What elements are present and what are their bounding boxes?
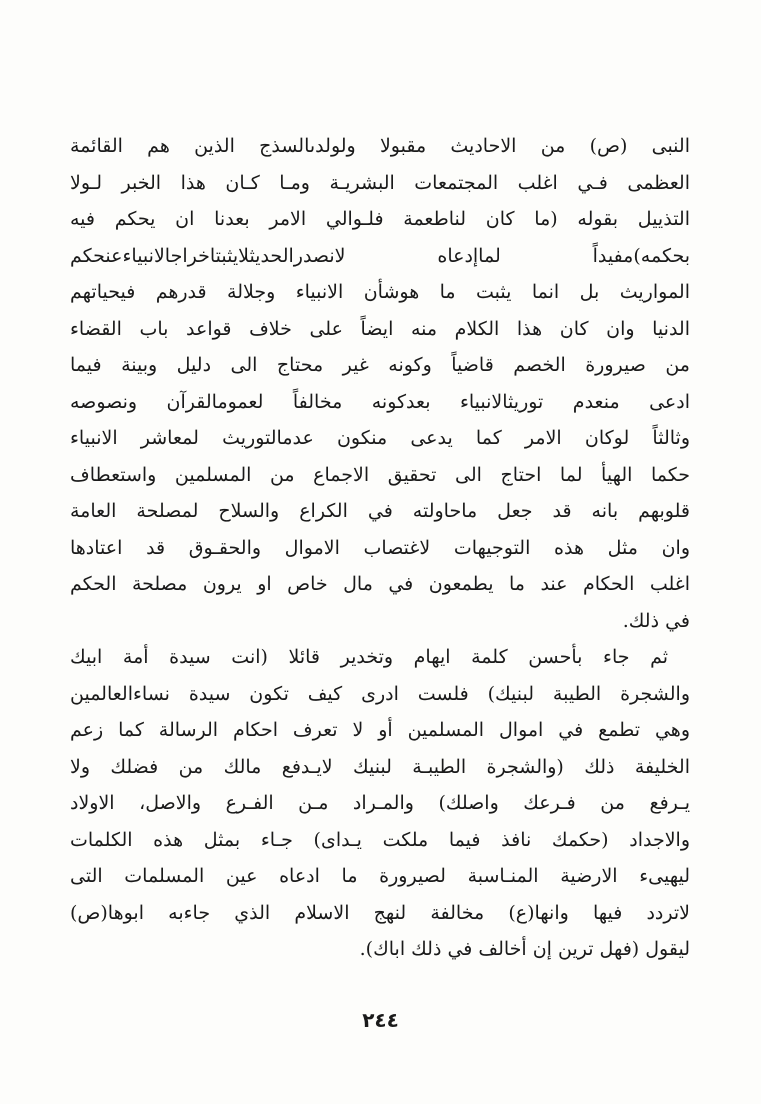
text-line: لاتردد فيها وانها(ع) مخالفة لنهج الاسلام الذي جاءبه ابوها(ص) [70,901,690,924]
page-number: ٢٤٤ [362,1008,399,1032]
text-line: وان مثل هذه التوجيهات لاغتصاب الاموال والحقـوق قد اعتادها [70,536,690,559]
text-line: الدنيا وان كان هذا الكلام منه ايضاً على خلاف قواعد باب القضاء [70,317,690,340]
text-line: النبى (ص) من الاحاديث مقبولا ولولدىالسذج الذين هم القائمة [70,135,690,157]
text-line: بحكمه)مفيداً لماإدعاه لانصدرالحديثلايثبتاخراجالانبياءعنحكم [70,244,690,267]
text-line: حكما الهيأ لما احتاج الى تحقيق الاجماع من المسلمين واستعطاف [70,463,690,486]
text-line: المواريث بل انما يثبت ما هوشأن الانبياء وجلالة قدرهم فيحياتهم [70,281,690,303]
text-line: اغلب الحكام عند ما يطمعون في مال خاص او يرون مصلحة الحكم [70,573,690,595]
paragraph-1 [70,128,690,639]
text-line: والاجداد (حكمك نافذ فيما ملكت يـداى) جـاء بمثل هذه الكلمات [70,828,690,851]
text-line: التذييل بقوله (ما كان لناطعمة فلـوالي الامر بعدنا ان يحكم فيه [70,208,690,230]
text-line: يـرفع من فـرعك واصلك) والمـراد مـن الفـرع والاصل، الاولاد [70,792,690,814]
text-line: العظمى فـي اغلب المجتمعات البشريـة ومـا كـان هذا الخبر لـولا [70,171,690,194]
text-line: في ذلك. [622,609,690,632]
text-line: ثم جاء بأحسن كلمة ايهام وتخدير قائلا (انت سيدة أمة ابيك [70,646,668,668]
text-line: ادعى منعدم توريثالانبياء بعدكونه مخالفاً لعمومالقرآن ونصوصه [70,390,690,413]
text-line: وثالثاً لوكان الامر كما يدعى منكون عدمالتوريث لمعاشر الانبياء [70,427,690,449]
text-line: ليهيىء الارضية المنـاسبة لصيرورة ما ادعاه عين المسلمات التى [70,865,690,887]
paragraph-2 [70,639,690,968]
text-line: قلوبهم بانه قد جعل ماحاولته في الكراع والسلاح لمصلحة العامة [70,500,690,522]
text-line: من صيرورة الخصم قاضياً وكونه غير محتاج الى دليل وبينة فيما [70,354,690,376]
text-line: الخليفة ذلك (والشجرة الطيبـة لبنيك لايـدفع مالك من فضلك ولا [70,755,690,778]
text-line: والشجرة الطيبة لبنيك) فلست ادرى كيف تكون سيدة نساءالعالمين [70,682,690,705]
text-line: ليقول (فهل ترين إن أخالف في ذلك اباك). [359,938,690,960]
text-line: وهي تطمع في اموال المسلمين أو لا تعرف احكام الرسالة كما زعم [70,719,690,741]
